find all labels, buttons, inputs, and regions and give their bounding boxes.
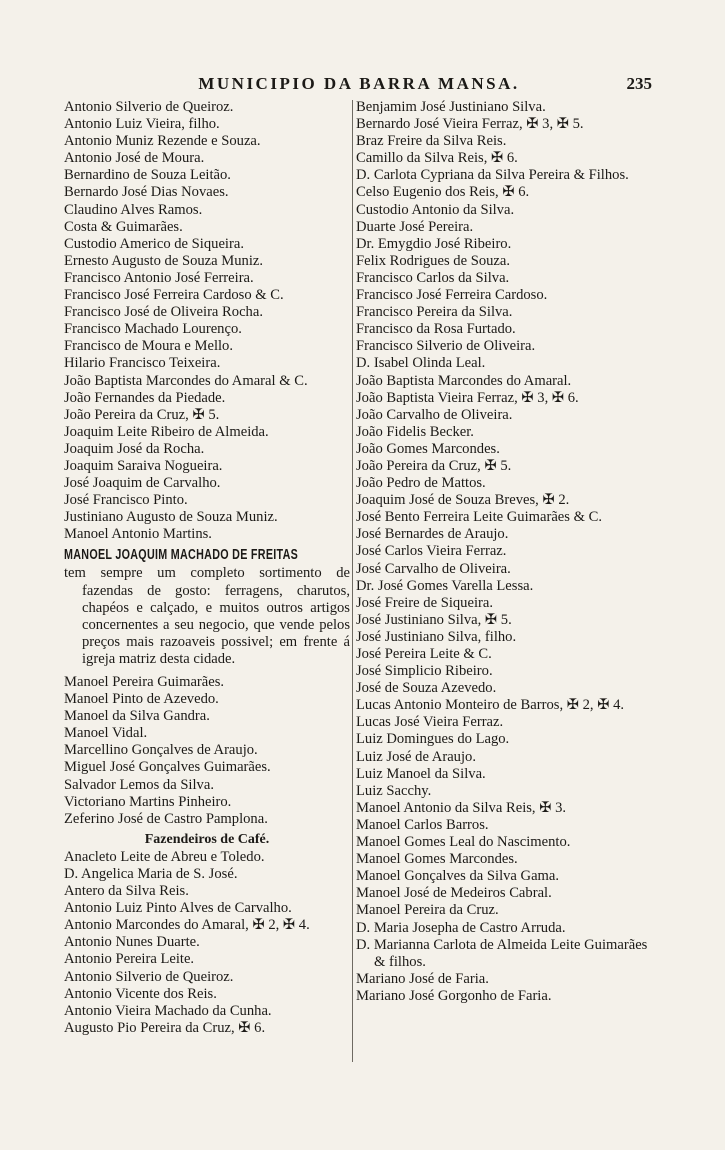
list-item: Antonio Silverio de Queiroz. — [64, 968, 234, 985]
list-item: Anacleto Leite de Abreu e Toledo. — [64, 848, 265, 865]
list-item: Antonio Nunes Duarte. — [64, 934, 200, 951]
list-item: Celso Eugenio dos Reis, ✠ 6. — [356, 184, 530, 201]
list-item: Antonio Luiz Vieira, filho. — [64, 116, 220, 133]
list-item: Braz Freire da Silva Reis. — [356, 133, 507, 150]
list-item: Antonio Luiz Pinto Alves de Carvalho. — [64, 900, 292, 917]
list-item: Lucas José Vieira Ferraz. — [356, 714, 504, 731]
list-item: Dr. José Gomes Varella Lessa. — [356, 577, 534, 594]
list-item: João Fernandes da Piedade. — [64, 389, 226, 406]
list-item: Mariano José Gorgonho de Faria. — [356, 987, 552, 1004]
list-item: José Justiniano Silva, filho. — [356, 628, 517, 645]
list-item: Antonio Vicente dos Reis. — [64, 985, 217, 1002]
list-item: Francisco Pereira da Silva. — [356, 304, 513, 321]
list-item: José Justiniano Silva, ✠ 5. — [356, 611, 512, 628]
list-item: Luiz Domingues do Lago. — [356, 731, 510, 748]
list-item: Manoel Gomes Leal do Nascimento. — [356, 834, 571, 851]
list-item: Hilario Francisco Teixeira. — [64, 355, 221, 372]
advert-title: MANOEL JOAQUIM MACHADO DE FREITAS — [64, 547, 299, 564]
list-item: Custodio Americo de Siqueira. — [64, 235, 244, 252]
list-item: Francisco da Rosa Furtado. — [356, 321, 516, 338]
list-item: Francisco Machado Lourenço. — [64, 321, 242, 338]
list-item: Antonio Marcondes do Amaral, ✠ 2, ✠ 4. — [64, 917, 310, 934]
list-item: Zeferino José de Castro Pamplona. — [64, 810, 268, 827]
list-item: D. Isabel Olinda Leal. — [356, 355, 486, 372]
list-item: D. Carlota Cypriana da Silva Pereira & Filhos. — [356, 167, 629, 184]
advert-text: tem sempre um completo sortimento de fazendas de gosto: ferragens, charutos, chapéos e calçado, e muitos outros artigos concernentes a seu negocio, que vende pelos preços mais razoaveis possivel; em frente á igreja matriz desta cidade. — [64, 565, 350, 667]
list-item: José Simplicio Ribeiro. — [356, 663, 493, 680]
list-item: José Bernardes de Araujo. — [356, 526, 509, 543]
section-heading-fazendeiros: Fazendeiros de Café. — [144, 831, 270, 847]
page-title: MUNICIPIO DA BARRA MANSA. — [198, 74, 520, 93]
list-item: José Carlos Vieira Ferraz. — [356, 543, 507, 560]
list-item: Francisco Silverio de Oliveira. — [356, 338, 536, 355]
list-item: D. Maria Josepha de Castro Arruda. — [356, 919, 566, 936]
list-item: José Carvalho de Oliveira. — [356, 560, 511, 577]
list-item: Camillo da Silva Reis, ✠ 6. — [356, 150, 518, 167]
list-item: Lucas Antonio Monteiro de Barros, ✠ 2, ✠ 4. — [356, 697, 625, 714]
list-item: Manoel Pereira da Cruz. — [356, 902, 499, 919]
list-item: João Gomes Marcondes. — [356, 440, 500, 457]
list-item: Joaquim Leite Ribeiro de Almeida. — [64, 423, 269, 440]
list-item: Manoel Vidal. — [64, 725, 148, 742]
list-item: Joaquim Saraiva Nogueira. — [64, 457, 223, 474]
list-item: João Pedro de Mattos. — [356, 475, 486, 492]
list-item: Joaquim José de Souza Breves, ✠ 2. — [356, 492, 570, 509]
list-item: Antonio Vieira Machado da Cunha. — [64, 1002, 272, 1019]
list-item: D. Angelica Maria de S. José. — [64, 865, 238, 882]
list-item: Justiniano Augusto de Souza Muniz. — [64, 509, 278, 526]
list-item: João Baptista Marcondes do Amaral. — [356, 372, 572, 389]
list-item: Francisco de Moura e Mello. — [64, 338, 233, 355]
right-list-fazendeiros — [356, 99, 648, 1005]
list-item: Ernesto Augusto de Souza Muniz. — [64, 252, 264, 269]
list-item: Felix Rodrigues de Souza. — [356, 252, 511, 269]
list-item: Manoel Gomes Marcondes. — [356, 851, 518, 868]
list-item: Mariano José de Faria. — [356, 970, 489, 987]
left-list-fazendeiros — [64, 849, 350, 1037]
list-item: Luiz Manoel da Silva. — [356, 765, 486, 782]
list-item: Francisco Carlos da Silva. — [356, 269, 510, 286]
list-item: Salvador Lemos da Silva. — [64, 776, 214, 793]
list-item: Manoel Antonio Martins. — [64, 526, 212, 543]
list-item: Duarte José Pereira. — [356, 218, 474, 235]
list-item: Francisco Antonio José Ferreira. — [64, 269, 254, 286]
list-item: Benjamim José Justiniano Silva. — [356, 99, 546, 115]
list-item: José Bento Ferreira Leite Guimarães & C. — [356, 509, 602, 526]
list-item: Bernardo José Vieira Ferraz, ✠ 3, ✠ 5. — [356, 116, 584, 133]
list-item: Bernardino de Souza Leitão. — [64, 167, 231, 184]
page-number: 235 — [626, 74, 652, 93]
left-column — [64, 99, 350, 1037]
page-header — [66, 72, 652, 96]
list-item: Victoriano Martins Pinheiro. — [64, 793, 232, 810]
list-item: João Carvalho de Oliveira. — [356, 406, 513, 423]
list-item: José Pereira Leite & C. — [356, 646, 492, 662]
list-item: Francisco José de Oliveira Rocha. — [64, 304, 263, 321]
list-item: Antonio Pereira Leite. — [64, 951, 195, 968]
list-item: José Freire de Siqueira. — [356, 594, 493, 611]
list-item: João Pereira da Cruz, ✠ 5. — [64, 406, 220, 423]
list-item: Manoel Antonio da Silva Reis, ✠ 3. — [356, 799, 567, 816]
list-item: Luiz José de Araujo. — [356, 748, 476, 765]
left-list-merchants-continued — [64, 674, 350, 828]
list-item: Claudino Alves Ramos. — [64, 201, 203, 218]
list-item: Antonio José de Moura. — [64, 150, 205, 167]
list-item: Augusto Pio Pereira da Cruz, ✠ 6. — [64, 1019, 266, 1036]
list-item: D. Marianna Carlota de Almeida Leite Guimarães & filhos. — [356, 936, 648, 970]
list-item: Joaquim José da Rocha. — [64, 440, 205, 457]
list-item: José Francisco Pinto. — [64, 492, 188, 509]
list-item: João Baptista Marcondes do Amaral & C. — [64, 372, 308, 389]
list-item: José Joaquim de Carvalho. — [64, 475, 221, 492]
list-item: Antero da Silva Reis. — [64, 883, 189, 900]
right-column — [356, 99, 648, 1005]
list-item: Marcellino Gonçalves de Araujo. — [64, 742, 258, 759]
list-item: João Fidelis Becker. — [356, 423, 474, 440]
list-item: Costa & Guimarães. — [64, 218, 183, 235]
column-divider — [352, 100, 353, 1062]
list-item: João Pereira da Cruz, ✠ 5. — [356, 457, 512, 474]
left-list-merchants — [64, 99, 350, 543]
list-item: Manoel da Silva Gandra. — [64, 708, 210, 725]
list-item: Manoel Pereira Guimarães. — [64, 674, 225, 690]
list-item: Manoel Carlos Barros. — [356, 816, 489, 833]
list-item: Bernardo José Dias Novaes. — [64, 184, 229, 201]
list-item: Miguel José Gonçalves Guimarães. — [64, 759, 271, 776]
list-item: Dr. Emygdio José Ribeiro. — [356, 235, 512, 252]
list-item: João Baptista Vieira Ferraz, ✠ 3, ✠ 6. — [356, 389, 579, 406]
list-item: Francisco José Ferreira Cardoso & C. — [64, 287, 284, 304]
list-item: Manoel José de Medeiros Cabral. — [356, 885, 552, 902]
list-item: Manoel Gonçalves da Silva Gama. — [356, 868, 560, 885]
list-item: Custodio Antonio da Silva. — [356, 201, 515, 218]
list-item: José de Souza Azevedo. — [356, 680, 497, 697]
list-item: Manoel Pinto de Azevedo. — [64, 691, 219, 708]
list-item: Antonio Silverio de Queiroz. — [64, 99, 234, 115]
list-item: Antonio Muniz Rezende e Souza. — [64, 133, 261, 150]
list-item: Luiz Sacchy. — [356, 782, 432, 799]
list-item: Francisco José Ferreira Cardoso. — [356, 287, 548, 304]
